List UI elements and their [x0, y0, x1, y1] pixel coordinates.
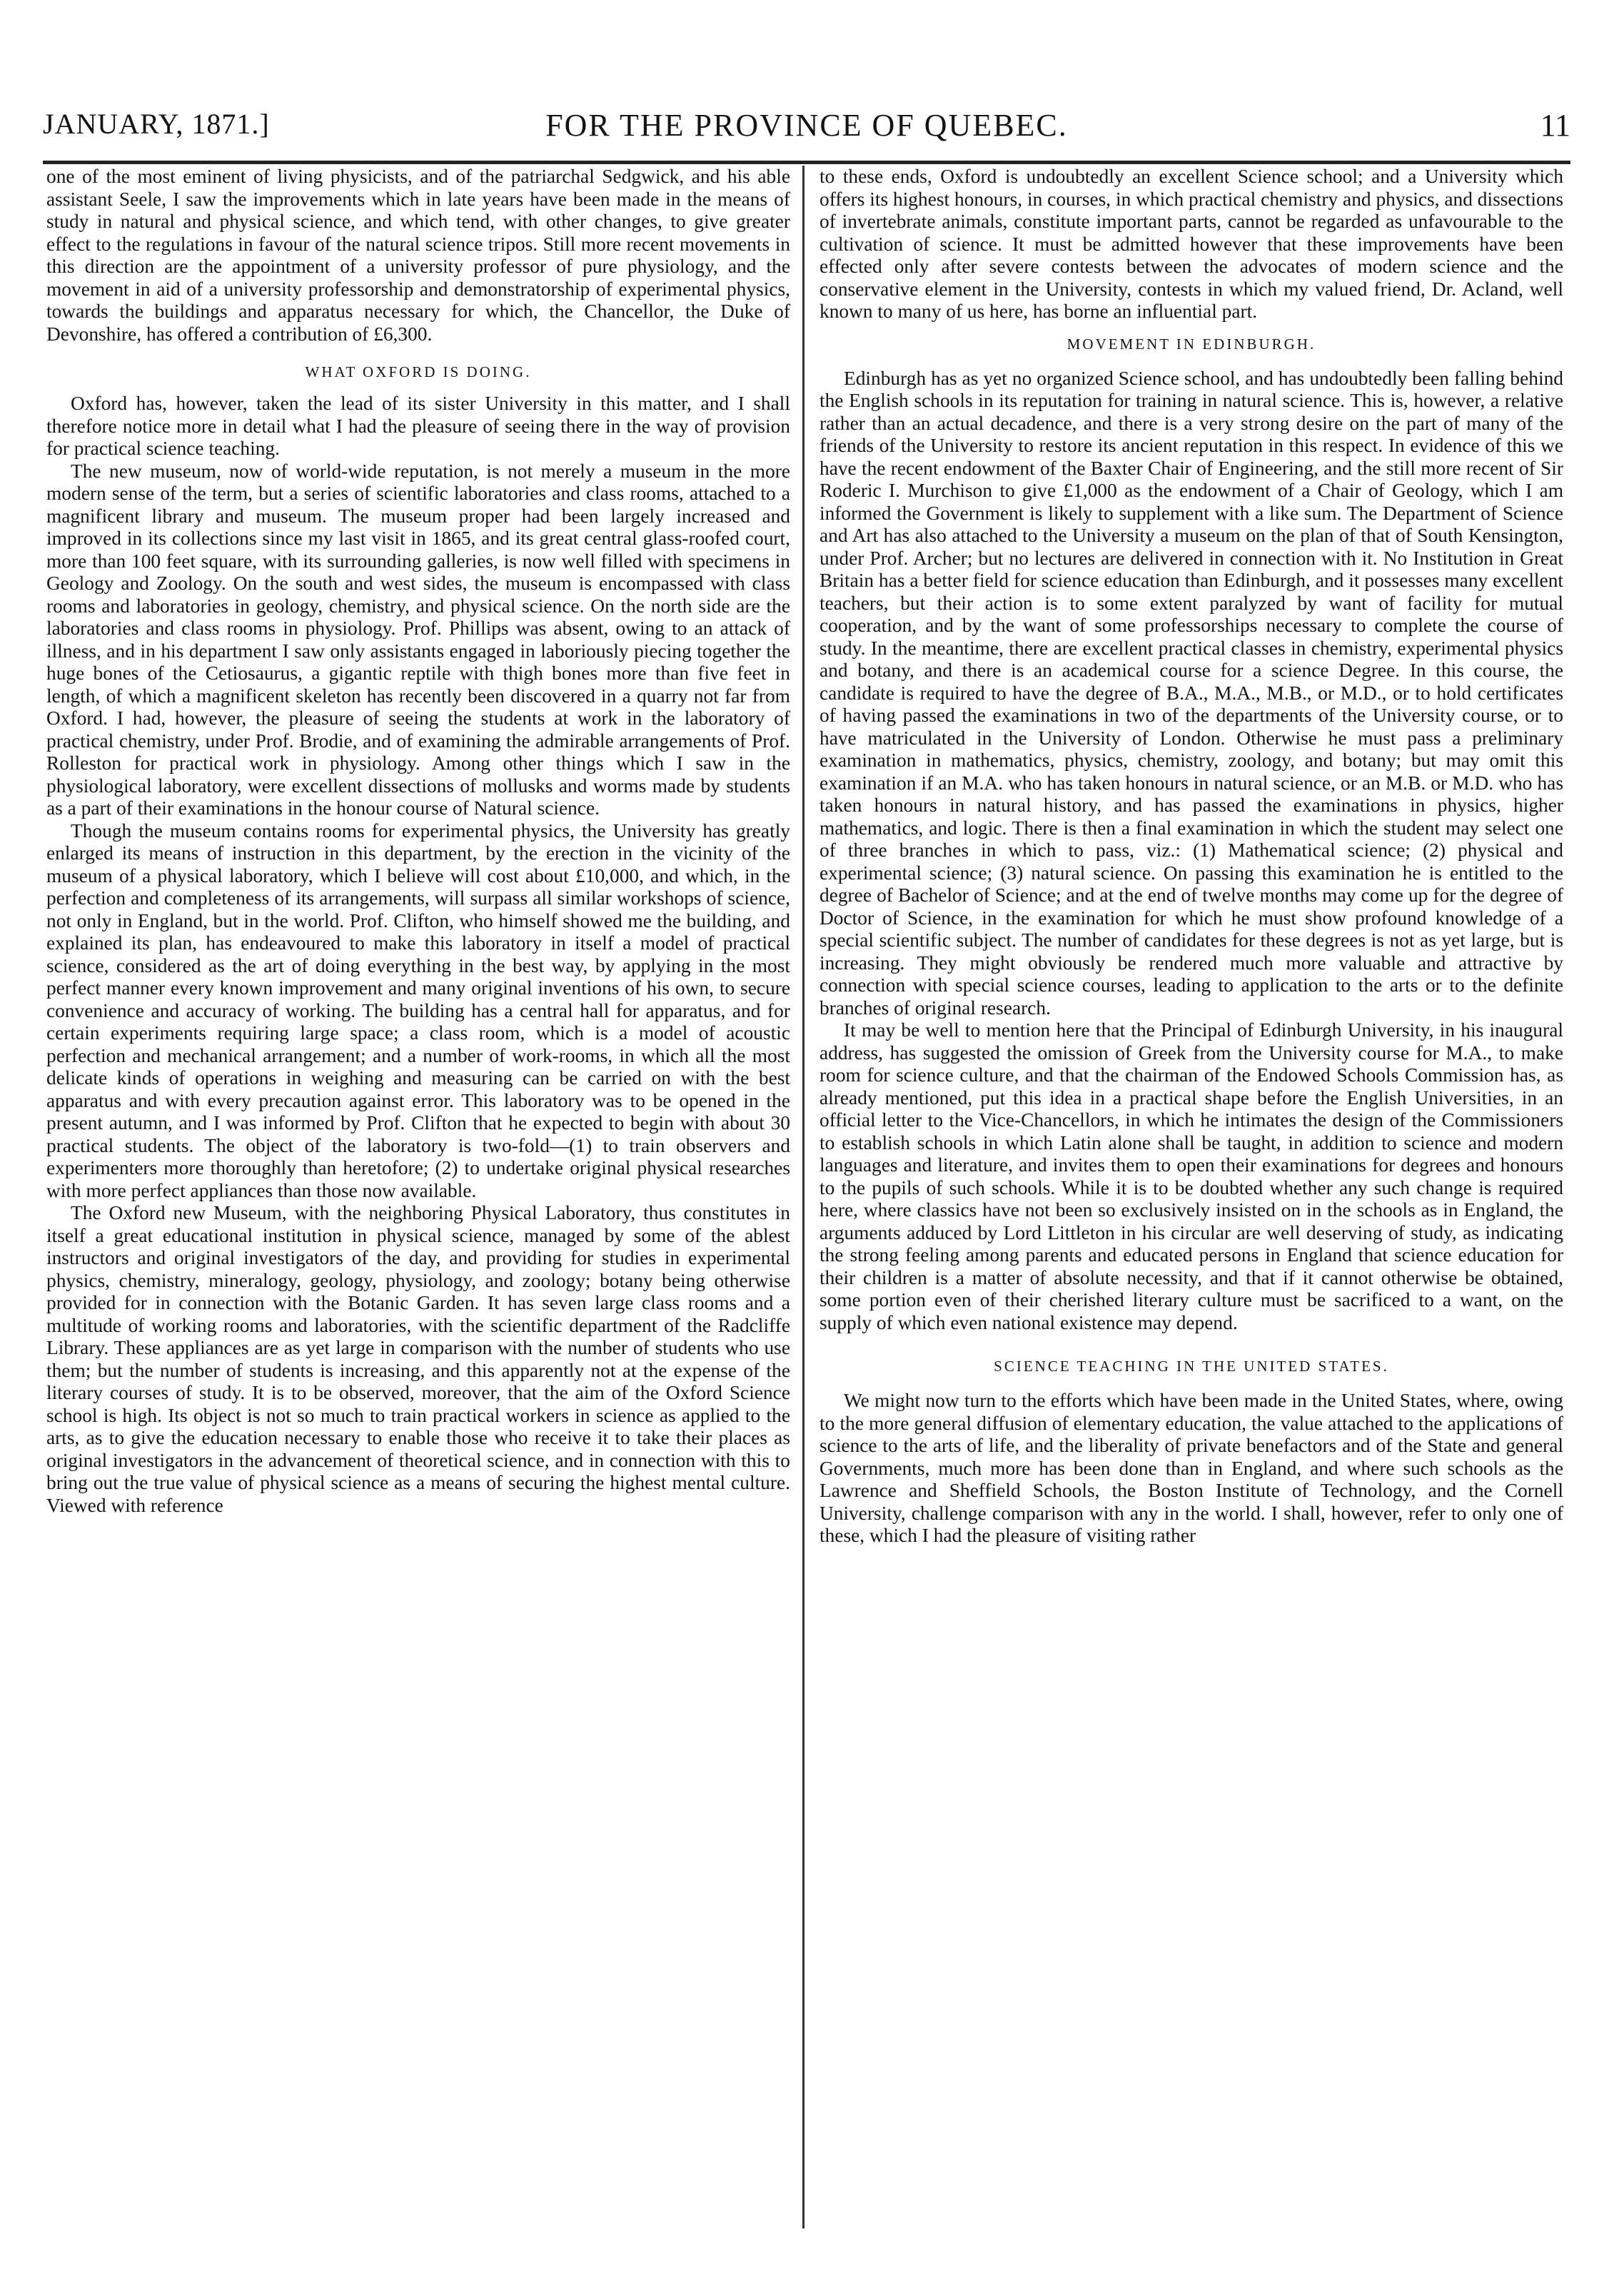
paragraph: The Oxford new Museum, with the neighboring Physical Laboratory, thus constitutes in itself a great educational institution in physical science, managed by some of the ablest instructors and original investigators of the day, and providing for studies in experimental physics, chemistry, mineralogy, geology, physiology, and zoology; botany being otherwise provided for in connection with the Botanic Garden. It has seven large class rooms and a multitude of working rooms and laboratories, with the scientific department of the Radcliffe Library. These appliances are as yet large in comparison with the number of students who use them; but the number of students is increasing, and this apparently not at the expense of the literary courses of study. It is to be observed, moreover, that the aim of the Oxford Science school is high. Its object is not so much to train practical workers in science as applied to the arts, as to give the education necessary to enable those who receive it to take their places as original investigators in the advancement of theoretical science, and in connection with this to bring out the true value of physical science as a means of securing the highest mental culture. Viewed with reference: [46, 1202, 790, 1516]
header-rule: [43, 161, 1570, 164]
section-heading: WHAT OXFORD IS DOING.: [305, 363, 532, 380]
column-divider: [802, 166, 805, 2228]
section-heading: MOVEMENT IN EDINBURGH.: [1066, 335, 1316, 353]
paragraph: Though the museum contains rooms for experimental physics, the University has greatly enlarged its means of instruction in this department, by the erection in the vicinity of the museum of a physical laboratory, which I believe will cost about £10,000, and which, in the perfection and completeness of its arrangements, will surpass all similar workshops of science, not only in England, but in the world. Prof. Clifton, who himself showed me the building, and explained its plan, has endeavoured to make this laboratory in itself a model of practical science, considered as the art of doing everything in the best way, by applying in the most perfect manner every known improvement and many original inventions of his own, to secure convenience and accuracy of working. The building has a central hall for apparatus, and for certain experiments requiring large space; a class room, which is a model of acoustic perfection and mechanical arrangement; and a number of work-rooms, in which all the most delicate kinds of operations in weighing and measuring can be carried on with the best apparatus and with every precaution against error. This laboratory was to be opened in the present autumn, and I was informed by Prof. Clifton that he expected to begin with about 30 practical students. The object of the laboratory is two-fold—(1) to train observers and experimenters more thoroughly than heretofore; (2) to undertake original physical researches with more perfect appliances than those now available.: [46, 819, 790, 1201]
left-column: [46, 166, 790, 2228]
paragraph: to these ends, Oxford is undoubtedly an excellent Science school; and a University which offers its highest honours, in courses, in which practical chemistry and physics, and dissections of invertebrate animals, constitute important parts, cannot be regarded as unfavourable to the cultivation of science. It must be admitted however that these improvements have been effected only after severe contests between the advocates of modern science and the conservative element in the University, contests in which my valued friend, Dr. Acland, well known to many of us here, has borne an influential part.: [819, 166, 1563, 322]
header-title: FOR THE PROVINCE OF QUEBEC.: [545, 108, 1068, 143]
page-number: 11: [1540, 108, 1570, 143]
paragraph: It may be well to mention here that the Principal of Edinburgh University, in his inaugural address, has suggested the omission of Greek from the University course for M.A., to make room for science culture, and that the chairman of the Endowed Schools Commission has, as already mentioned, put this idea in a practical shape before the English Universities, in an official letter to the Vice-Chancellors, in which he intimates the design of the Commissioners to establish schools in which Latin alone shall be taught, in addition to science and modern languages and literature, and invites them to open their examinations for degrees and honours to the pupils of such schools. While it is to be doubted whether any such change is required here, where classics have not been so exclusively insisted on in the schools as in England, the arguments adduced by Lord Littleton in his circular are well deserving of study, as indicating the strong feeling among parents and educated persons in England that science education for their children is a matter of absolute necessity, and that if it cannot otherwise be obtained, some portion even of their cherished literary culture must be sacrificed to a want, on the supply of which even national existence may depend.: [819, 1019, 1563, 1333]
right-column: [819, 166, 1563, 2228]
paragraph: The new museum, now of world-wide reputation, is not merely a museum in the more modern sense of the term, but a series of scientific laboratories and class rooms, attached to a magnificent library and museum. The museum proper had been largely increased and improved in its collections since my last visit in 1865, and its great central glass-roofed court, more than 100 feet square, with its surrounding galleries, is now well filled with specimens in Geology and Zoology. On the south and west sides, the museum is encompassed with class rooms and laboratories in geology, chemistry, and physical science. On the north side are the laboratories and class rooms in physiology. Prof. Phillips was absent, owing to an attack of illness, and in his department I saw only assistants engaged in laboriously piecing together the huge bones of the Cetiosaurus, a gigantic reptile with thigh bones more than five feet in length, of which a magnificent skeleton has recently been discovered in a quarry not far from Oxford. I had, however, the pleasure of seeing the students at work in the laboratory of practical chemistry, under Prof. Brodie, and of examining the admirable arrangements of Prof. Rolleston for practical work in physiology. Among other things which I saw in the physiological laboratory, were excellent dissections of mollusks and worms made by students as a part of their examinations in the honour course of Natural science.: [46, 460, 790, 819]
paragraph: Oxford has, however, taken the lead of its sister University in this matter, and I shall therefore notice more in detail what I had the pleasure of seeing there in the way of provision for practical science teaching.: [46, 393, 790, 459]
paragraph: We might now turn to the efforts which have been made in the United States, where, owing to the more general diffusion of elementary education, the value attached to the applications of science to the arts of life, and the liberality of private benefactors and of the State and general Governments, much more has been done than in England, and where such schools as the Lawrence and Sheffield Schools, the Boston Institute of Technology, and the Cornell University, challenge comparison with any in the world. I shall, however, refer to only one of these, which I had the pleasure of visiting rather: [819, 1390, 1563, 1546]
header-date: JANUARY, 1871.]: [43, 108, 270, 140]
paragraph: one of the most eminent of living physicists, and of the patriarchal Sedgwick, and his able assistant Seele, I saw the improvements which in late years have been made in the means of study in natural and physical science, and which tend, with other changes, to give greater effect to the regulations in favour of the natural science tripos. Still more recent movements in this direction are the appointment of a university professor of pure physiology, and the movement in aid of a university professorship and demonstratorship of experimental physics, towards the buildings and apparatus necessary for which, the Chancellor, the Duke of Devonshire, has offered a contribution of £6,300.: [46, 166, 790, 345]
section-heading: SCIENCE TEACHING IN THE UNITED STATES.: [994, 1358, 1389, 1375]
running-header: [43, 107, 1570, 157]
paragraph: Edinburgh has as yet no organized Science school, and has undoubtedly been falling behind the English schools in its reputation for training in natural science. This is, however, a relative rather than an actual decadence, and there is a very strong desire on the part of many of the friends of the University to restore its ancient reputation in this respect. In evidence of this we have the recent endowment of the Baxter Chair of Engineering, and the still more recent of Sir Roderic I. Murchison to give £1,000 as the endowment of a Chair of Geology, which I am informed the Government is likely to supplement with a like sum. The Department of Science and Art has also attached to the University a museum on the plan of that of South Kensington, under Prof. Archer; but no lectures are delivered in connection with it. No Institution in Great Britain has a better field for science education than Edinburgh, and it possesses many excellent teachers, but their action is to some extent paralyzed by want of facility for mutual cooperation, and by the want of some professorships necessary to complete the course of study. In the meantime, there are excellent practical classes in chemistry, experimental physics and botany, and there is an academical course for a science Degree. In this course, the candidate is required to have the degree of B.A., M.A., M.B., or M.D., or to hold certificates of having passed the examinations in two of the departments of the University course, or to have matriculated in the University of London. Otherwise he must pass a preliminary examination in mathematics, physics, chemistry, zoology, and botany; but may omit this examination if an M.A. who has taken honours in natural science, or an M.B. or M.D. who has taken honours in natural history, and has passed the examinations in physics, higher mathematics, and logic. There is then a final examination in which the student may select one of three branches in which to pass, viz.: (1) Mathematical science; (2) physical and experimental science; (3) natural science. On passing this examination he is entitled to the degree of Bachelor of Science; and at the end of twelve months may come up for the degree of Doctor of Science, in the examination for which he must show profound knowledge of a special scientific subject. The number of candidates for these degrees is not as yet large, but is increasing. They might obviously be rendered much more valuable and attractive by connection with special science courses, leading to application to the arts or to the definite branches of original research.: [819, 367, 1563, 1019]
